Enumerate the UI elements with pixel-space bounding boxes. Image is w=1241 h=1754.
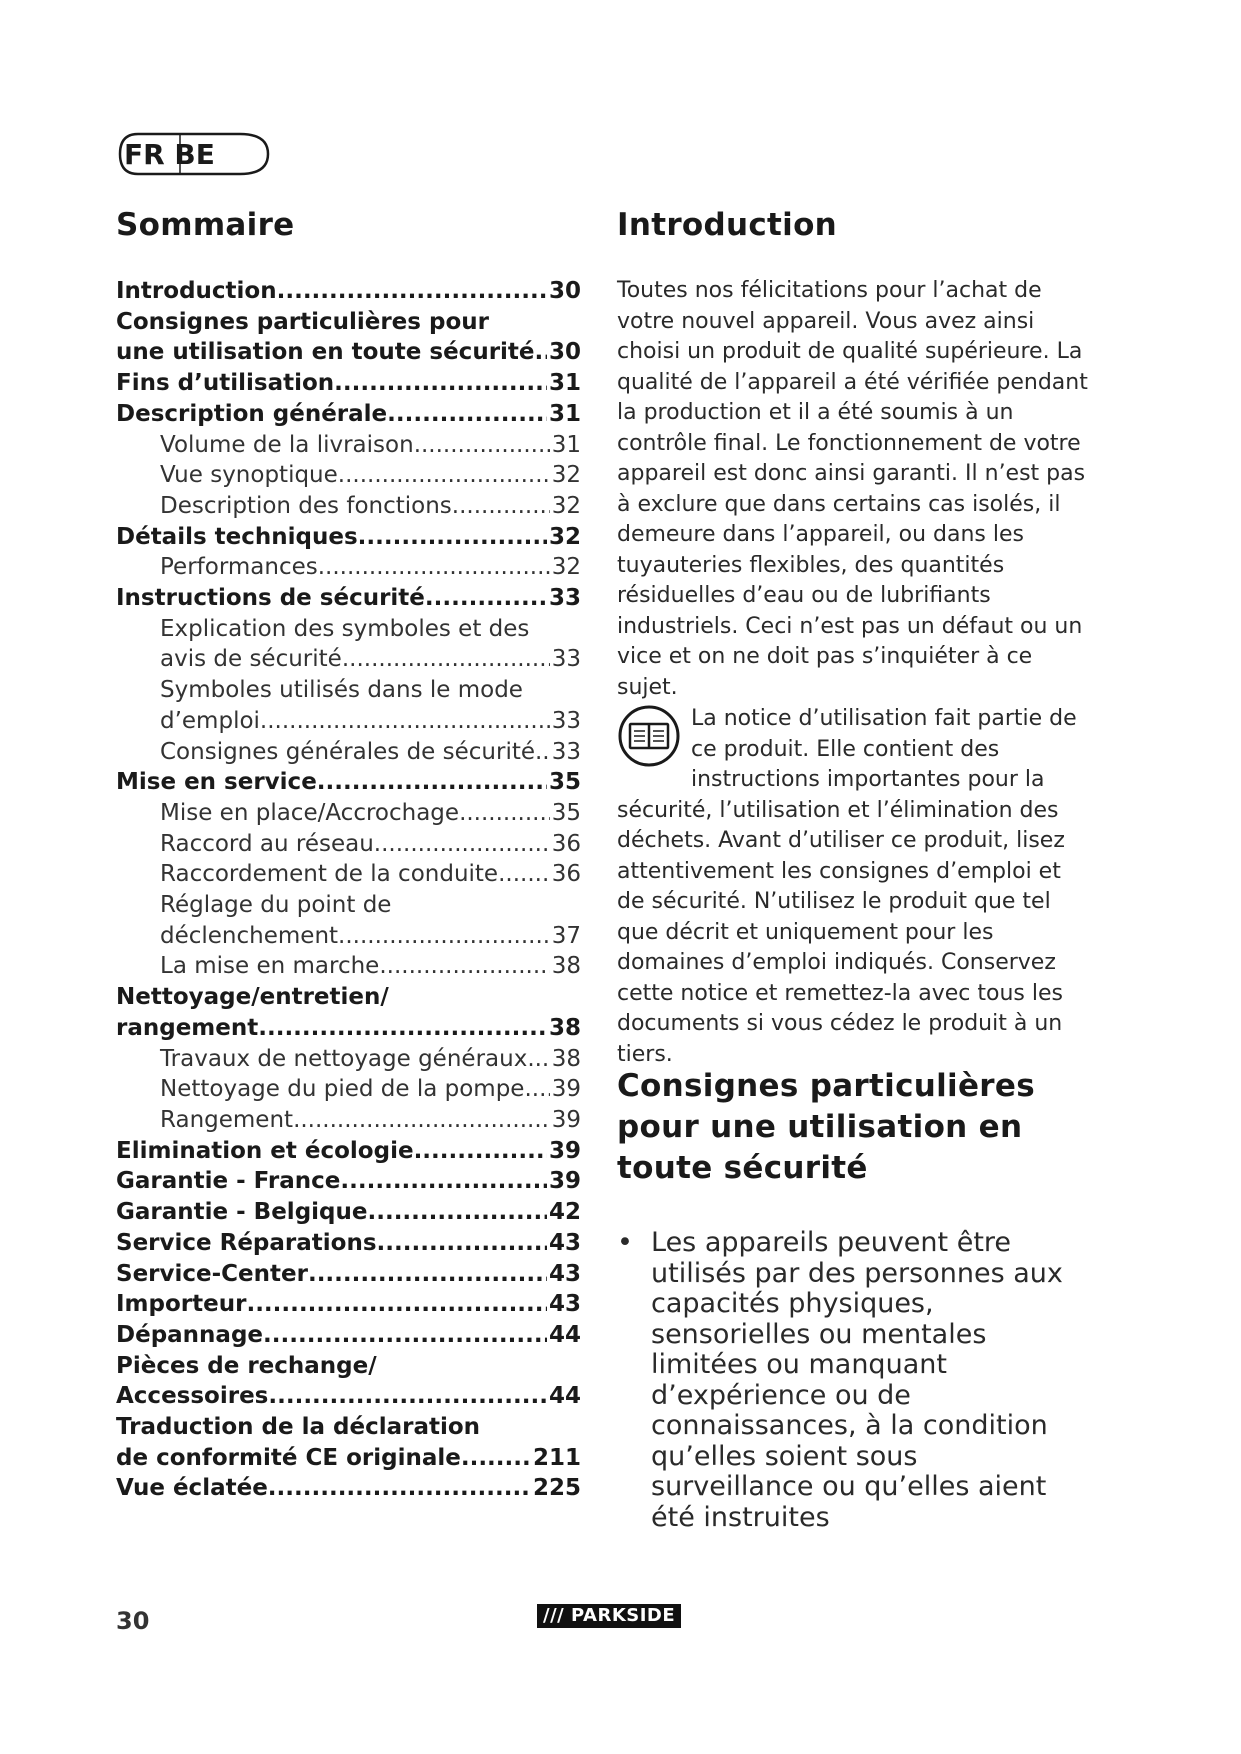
intro-paragraph-2-text: La notice d’utilisation fait partie de ce produit. Elle contient des instructions importantes pour la sécurité, l’utilisation et l’élimination des déchets. Avant d’utiliser ce produit, lisez attentivement les consignes d’emploi et de sécurité. N’utilisez le produit que tel que décrit et uniquement pour les domaines d’emploi indiqués. Conservez cette notice et remettez-la avec tous les documents si vous cédez le produit à un tiers. [617, 706, 1077, 1067]
intro-paragraph-2 [617, 704, 1092, 1070]
intro-paragraph-1: Toutes nos félicitations pour l’achat de votre nouvel appareil. Vous avez ainsi choisi un produit de qualité supérieure. La qualité de l’appareil a été vérifiée pendant la production et il a été soumis à un contrôle final. Le fonctionnement de votre appareil est donc ainsi garanti. Il n’est pas à exclure que dans certains cas isolés, il demeure dans l’appareil, ou dans les tuyauteries flexibles, des quantités résiduelles d’eau ou de lubrifiants industriels. Ceci n’est pas un défaut ou un vice et on ne doit pas s’inquiéter à ce sujet. [617, 278, 1088, 700]
toc-entry [116, 1443, 581, 1474]
language-badge-text: FR BE [124, 138, 215, 171]
toc-entry-label: une utilisation en toute sécurité [116, 339, 535, 366]
toc-entry-label: Performances [160, 554, 318, 581]
toc-entry-page: 44 [548, 1321, 581, 1348]
toc-entry-label: Instructions de sécurité [116, 585, 425, 612]
parkside-logo: /// PARKSIDE [537, 1604, 681, 1628]
toc-entry-label: Mise en service [116, 769, 317, 796]
table-of-contents [116, 276, 581, 1504]
toc-entry [116, 982, 581, 1013]
toc-entry [116, 951, 581, 982]
toc-leader-dots [414, 430, 550, 461]
toc-entry-label: Raccordement de la conduite [160, 861, 499, 888]
toc-entry-label: Travaux de nettoyage généraux [160, 1045, 528, 1072]
toc-entry [116, 522, 581, 553]
toc-leader-dots [340, 1166, 547, 1197]
toc-entry-label: Rangement [160, 1106, 294, 1133]
toc-entry-label: Fins d’utilisation [116, 370, 335, 397]
toc-entry-label: Mise en place/Accrochage [160, 799, 460, 826]
toc-leader-dots [293, 1105, 550, 1136]
toc-entry-label: La mise en marche [160, 953, 380, 980]
toc-entry-label: Consignes particulières pour [116, 308, 489, 335]
toc-leader-dots [387, 399, 547, 430]
toc-title: Sommaire [116, 207, 295, 243]
toc-entry-page: 32 [551, 492, 581, 519]
toc-entry [116, 368, 581, 399]
toc-entry [116, 460, 581, 491]
toc-entry [116, 307, 581, 338]
toc-entry-page: 37 [551, 922, 581, 949]
toc-leader-dots [379, 951, 549, 982]
toc-entry-label: Description des fonctions [160, 492, 452, 519]
toc-entry-page: 43 [548, 1229, 581, 1256]
toc-leader-dots [342, 644, 550, 675]
toc-entry-label: avis de sécurité [160, 646, 342, 673]
toc-entry [116, 798, 581, 829]
toc-leader-dots [338, 460, 550, 491]
toc-entry-label: Détails techniques [116, 523, 358, 550]
toc-entry-page: 38 [548, 1014, 581, 1041]
toc-entry [116, 644, 581, 675]
toc-entry [116, 1105, 581, 1136]
toc-entry-page: 38 [551, 953, 581, 980]
toc-entry-page: 36 [551, 830, 581, 857]
toc-entry [116, 1412, 581, 1443]
toc-leader-dots [498, 859, 550, 890]
toc-leader-dots [367, 1197, 547, 1228]
toc-entry-label: Garantie - France [116, 1168, 341, 1195]
toc-entry-page: 33 [551, 707, 581, 734]
toc-entry-label: de conformité CE originale [116, 1444, 461, 1471]
toc-leader-dots [260, 706, 550, 737]
toc-leader-dots [452, 491, 550, 522]
toc-entry [116, 829, 581, 860]
toc-entry-label: Explication des symboles et des [160, 615, 530, 642]
toc-entry [116, 737, 581, 768]
toc-entry [116, 767, 581, 798]
toc-entry [116, 921, 581, 952]
toc-leader-dots [377, 1228, 547, 1259]
toc-entry-page: 39 [551, 1106, 581, 1133]
toc-entry-page: 31 [548, 400, 581, 427]
page-number: 30 [116, 1607, 150, 1635]
toc-entry-label: Symboles utilisés dans le mode [160, 677, 523, 704]
toc-entry [116, 430, 581, 461]
toc-leader-dots [338, 921, 550, 952]
toc-entry [116, 675, 581, 706]
toc-entry-label: Importeur [116, 1291, 247, 1318]
toc-entry [116, 1473, 581, 1504]
toc-entry [116, 491, 581, 522]
toc-entry-page: 211 [532, 1444, 581, 1471]
toc-leader-dots [308, 1259, 547, 1290]
toc-leader-dots [277, 276, 547, 307]
toc-entry [116, 276, 581, 307]
toc-entry-page: 39 [551, 1076, 581, 1103]
toc-entry [116, 1320, 581, 1351]
toc-entry-page: 39 [548, 1168, 581, 1195]
toc-entry-label: Accessoires [116, 1383, 269, 1410]
toc-entry-label: Introduction [116, 278, 277, 304]
toc-entry-page: 32 [551, 462, 581, 489]
toc-entry [116, 1166, 581, 1197]
toc-entry-page: 30 [548, 278, 581, 304]
toc-entry [116, 1136, 581, 1167]
toc-entry-label: Elimination et écologie [116, 1137, 414, 1164]
toc-entry-label: Dépannage [116, 1321, 264, 1348]
toc-leader-dots [358, 522, 547, 553]
toc-entry-label: Service-Center [116, 1260, 308, 1287]
toc-entry [116, 399, 581, 430]
book-icon [617, 704, 681, 768]
toc-entry-label: Garantie - Belgique [116, 1199, 368, 1226]
toc-entry-page: 31 [548, 370, 581, 397]
toc-entry-label: Vue synoptique [160, 462, 338, 489]
toc-entry-page: 33 [551, 738, 581, 765]
toc-leader-dots [535, 337, 547, 368]
toc-leader-dots [334, 368, 547, 399]
toc-entry [116, 859, 581, 890]
toc-leader-dots [268, 1381, 547, 1412]
toc-entry [116, 1351, 581, 1382]
toc-leader-dots [318, 552, 550, 583]
toc-entry-page: 30 [548, 339, 581, 366]
toc-entry-page: 32 [548, 523, 581, 550]
toc-leader-dots [246, 1289, 547, 1320]
toc-entry [116, 1074, 581, 1105]
safety-section-title: Consignes particulières pour une utilisation en toute sécurité [617, 1068, 1035, 1186]
toc-leader-dots [524, 1074, 549, 1105]
toc-entry [116, 890, 581, 921]
toc-entry-label: Pièces de rechange/ [116, 1352, 377, 1379]
bullet-dot: • [617, 1227, 633, 1258]
toc-leader-dots [374, 829, 550, 860]
toc-entry [116, 706, 581, 737]
toc-entry [116, 583, 581, 614]
toc-leader-dots [425, 583, 547, 614]
toc-leader-dots [268, 1473, 531, 1504]
toc-entry-page: 36 [551, 861, 581, 888]
toc-entry [116, 1381, 581, 1412]
toc-entry [116, 337, 581, 368]
intro-title: Introduction [617, 207, 838, 243]
toc-entry-page: 33 [548, 585, 581, 612]
toc-entry-page: 31 [551, 431, 581, 458]
toc-entry-label: Réglage du point de [160, 892, 392, 919]
toc-entry-label: Description générale [116, 400, 388, 427]
toc-entry [116, 1228, 581, 1259]
toc-leader-dots [535, 737, 550, 768]
toc-leader-dots [461, 1443, 531, 1474]
toc-entry-page: 39 [548, 1137, 581, 1164]
toc-entry-page: 43 [548, 1291, 581, 1318]
toc-leader-dots [527, 1044, 549, 1075]
toc-entry-label: Vue éclatée [116, 1475, 268, 1502]
toc-entry-page: 33 [551, 646, 581, 673]
toc-entry [116, 1044, 581, 1075]
toc-entry [116, 1197, 581, 1228]
toc-entry-label: d’emploi [160, 707, 260, 734]
toc-entry [116, 1289, 581, 1320]
toc-entry [116, 614, 581, 645]
toc-entry-page: 35 [551, 799, 581, 826]
toc-entry-label: déclenchement [160, 922, 339, 949]
toc-entry-label: Nettoyage/entretien/ [116, 984, 389, 1011]
toc-entry-page: 43 [548, 1260, 581, 1287]
toc-entry-label: Nettoyage du pied de la pompe [160, 1076, 525, 1103]
toc-entry-page: 32 [551, 554, 581, 581]
toc-entry-page: 38 [551, 1045, 581, 1072]
toc-entry-label: Traduction de la déclaration [116, 1414, 481, 1441]
toc-entry [116, 1013, 581, 1044]
safety-bullet-1-text: Les appareils peuvent être utilisés par des personnes aux capacités physiques, sensorielles ou mentales limitées ou manquant d’expérience ou de connaissances, à la condition qu’elles soient sous surveillance ou qu’elles aient été instruites [651, 1227, 1063, 1533]
toc-entry-label: Consignes générales de sécurité [160, 738, 535, 765]
toc-entry-page: 44 [548, 1383, 581, 1410]
toc-entry-label: Service Réparations [116, 1229, 377, 1256]
toc-entry-page: 35 [548, 769, 581, 796]
safety-bullet-1 [617, 1228, 1087, 1533]
toc-leader-dots [317, 767, 547, 798]
toc-leader-dots [258, 1013, 547, 1044]
toc-entry-label: Volume de la livraison [160, 431, 414, 458]
toc-entry [116, 1259, 581, 1290]
toc-leader-dots [263, 1320, 547, 1351]
toc-entry-page: 42 [548, 1199, 581, 1226]
toc-entry [116, 552, 581, 583]
toc-entry-label: rangement [116, 1014, 259, 1041]
toc-leader-dots [459, 798, 550, 829]
language-badge [116, 131, 272, 177]
toc-entry-label: Raccord au réseau [160, 830, 374, 857]
toc-leader-dots [414, 1136, 547, 1167]
toc-entry-page: 225 [532, 1475, 581, 1502]
